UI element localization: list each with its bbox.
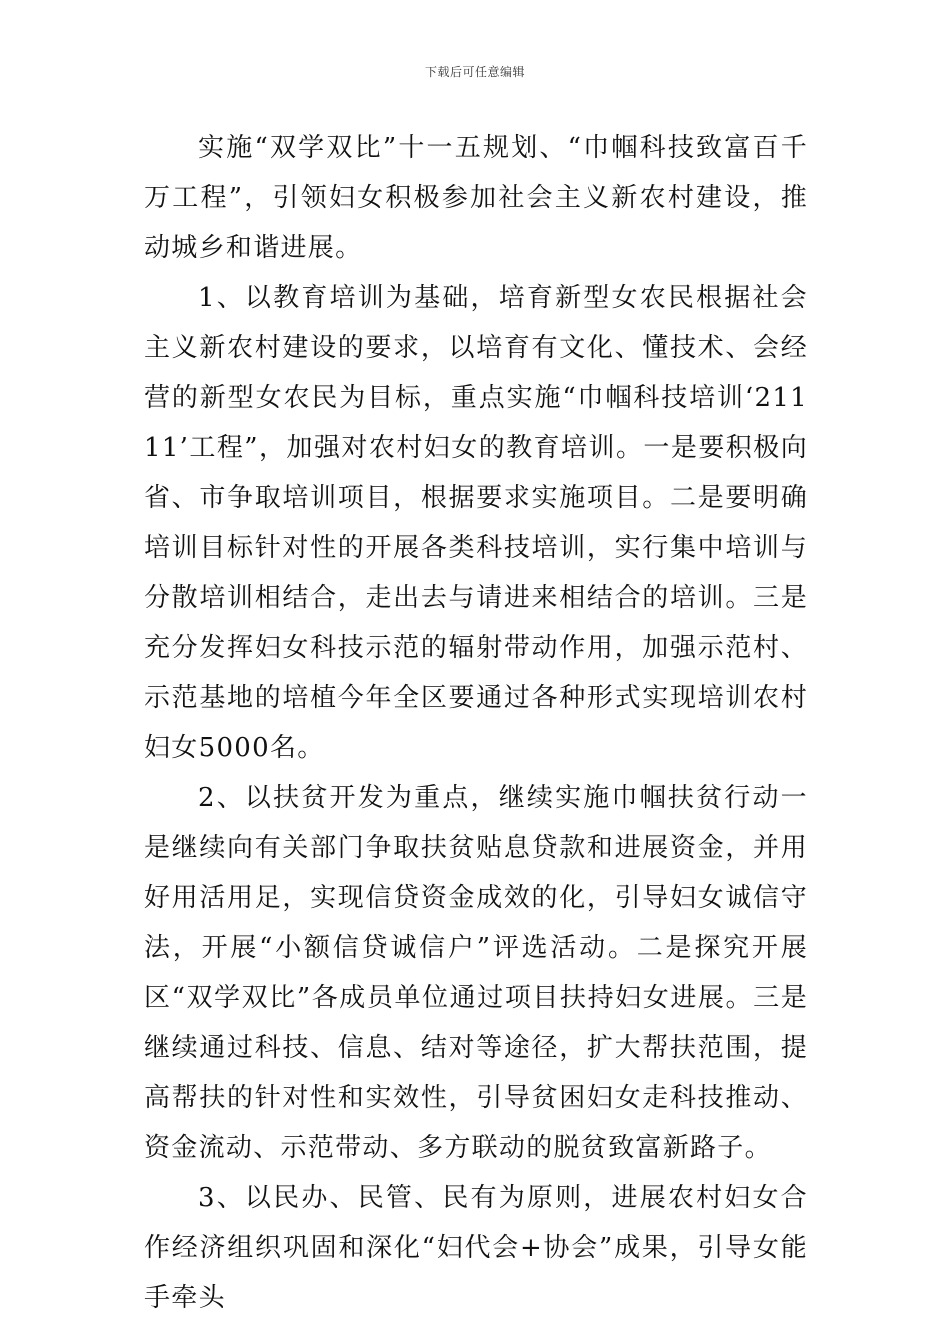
document-body: [144, 123, 808, 1323]
page-header: 下载后可任意编辑: [424, 65, 525, 79]
paragraph-3-cooperative-organizations: 3、以民办、民管、民有为原则，进展农村妇女合作经济组织巩固和深化“妇代会+协会”成果，引导女能手牵头: [144, 1183, 808, 1313]
paragraph-1-education-training: 1、以教育培训为基础，培育新型女农民根据社会主义新农村建设的要求，以培育有文化、懂技术、会经营的新型女农民为目标，重点实施“巾帼科技培训‘21111’工程”，加强对农村妇女的教育培训。一是要积极向省、市争取培训项目，根据要求实施项目。二是要明确培训目标针对性的开展各类科技培训，实行集中培训与分散培训相结合，走出去与请进来相结合的培训。三是充分发挥妇女科技示范的辐射带动作用，加强示范村、示范基地的培植今年全区要通过各种形式实现培训农村妇女5000名。: [144, 283, 808, 763]
paragraph-intro: 实施“双学双比”十一五规划、“巾帼科技致富百千万工程”，引领妇女积极参加社会主义新农村建设，推动城乡和谐进展。: [144, 133, 808, 263]
paragraph-2-poverty-alleviation: 2、以扶贫开发为重点，继续实施巾帼扶贫行动一是继续向有关部门争取扶贫贴息贷款和进展资金，并用好用活用足，实现信贷资金成效的化，引导妇女诚信守法，开展“小额信贷诚信户”评选活动。二是探究开展区“双学双比”各成员单位通过项目扶持妇女进展。三是继续通过科技、信息、结对等途径，扩大帮扶范围，提高帮扶的针对性和实效性，引导贫困妇女走科技推动、资金流动、示范带动、多方联动的脱贫致富新路子。: [144, 783, 808, 1163]
